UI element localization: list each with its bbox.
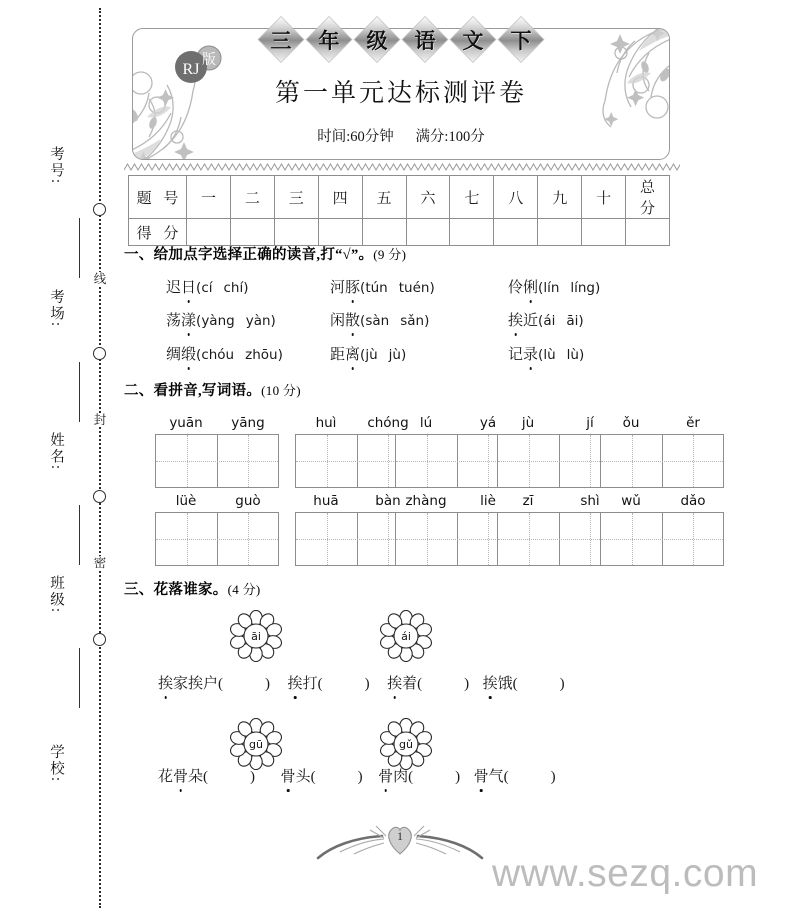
title-diamond xyxy=(258,16,305,63)
pinyin-option-b[interactable]: líng xyxy=(570,280,596,296)
dotted-char: 挨 xyxy=(158,672,173,693)
pinyin-prompt xyxy=(155,415,279,431)
col-header-8: 八 xyxy=(494,176,538,219)
score-cell-total[interactable] xyxy=(626,219,670,246)
tianzige-box[interactable] xyxy=(600,512,724,566)
word-9 xyxy=(508,347,538,363)
pinyin-2: liè xyxy=(480,493,496,509)
page-number-ornament xyxy=(310,820,490,864)
pinyin-2: dǎo xyxy=(680,493,706,509)
col-header-1: 一 xyxy=(187,176,231,219)
section-3-title: 花落谁家。 xyxy=(153,582,228,598)
dotted-char: 俐 xyxy=(523,276,538,297)
grade-subject-title xyxy=(258,16,545,63)
word-char: 迟 xyxy=(166,280,182,296)
col-header-5: 五 xyxy=(362,176,406,219)
title-diamond xyxy=(498,16,545,63)
reading-choice-item[interactable]: 河豚(tún tuén) xyxy=(330,276,435,297)
exam-seal-sidebar xyxy=(0,0,118,919)
pinyin-2: shì xyxy=(580,493,600,509)
pinyin-option-a[interactable]: cí xyxy=(201,280,213,296)
title-char: 语 xyxy=(414,28,436,53)
reading-choice-item[interactable]: 绸缎(chóu zhōu) xyxy=(166,343,283,364)
section-2-heading xyxy=(124,379,301,400)
section-1-heading xyxy=(124,243,406,264)
edition-logo-rj xyxy=(171,45,233,85)
seal-char-seal: 封 xyxy=(93,413,107,427)
title-char: 级 xyxy=(366,28,388,53)
seal-circle xyxy=(93,633,106,646)
dotted-char: 骨 xyxy=(474,765,489,786)
dotted-char: 挨 xyxy=(288,672,303,693)
pinyin-option-b[interactable]: zhōu xyxy=(245,347,278,363)
section-3-number: 三、 xyxy=(124,582,154,598)
word-char: 近 xyxy=(523,313,539,329)
dotted-char: 豚 xyxy=(345,276,360,297)
word-4 xyxy=(166,313,196,329)
zigzag-divider xyxy=(124,163,680,171)
score-cell-1[interactable] xyxy=(187,219,231,246)
section-1-points: (9 分) xyxy=(373,247,407,262)
word-char: 朵 xyxy=(188,769,204,785)
reading-choice-item[interactable]: 记录(lù lù) xyxy=(508,343,584,364)
seal-char-line: 线 xyxy=(93,272,107,286)
word-6 xyxy=(508,313,538,329)
col-header-9: 九 xyxy=(538,176,582,219)
exam-duration: 时间:60分钟 xyxy=(317,129,394,145)
section-3-heading xyxy=(124,578,261,599)
word-ai-4 xyxy=(483,672,513,693)
pinyin-2: yá xyxy=(479,415,497,431)
pinyin-option-a[interactable]: jù xyxy=(365,347,378,363)
dotted-char: 录 xyxy=(523,343,538,364)
title-char: 三 xyxy=(270,28,292,53)
section-2-title: 看拼音,写词语。 xyxy=(153,383,262,399)
word-char: 荡 xyxy=(166,313,182,329)
flower-answer-row-ai[interactable]: 挨家挨户( ) 挨打( ) 挨着( ) 挨饿( ) xyxy=(158,672,565,693)
pinyin-1: huì xyxy=(315,415,337,431)
pinyin-2: yāng xyxy=(231,415,265,431)
word-5 xyxy=(330,313,360,329)
title-diamond xyxy=(450,16,497,63)
flower-pinyin-text: gǔ xyxy=(399,738,413,751)
dotted-char: 缎 xyxy=(181,343,196,364)
col-header-total: 总 分 xyxy=(626,176,670,219)
pinyin-option-a[interactable]: sàn xyxy=(365,313,390,329)
site-watermark: www.sezq.com xyxy=(492,852,759,895)
write-word-group[interactable] xyxy=(155,415,279,488)
col-header-3: 三 xyxy=(274,176,318,219)
word-char: 饿 xyxy=(497,676,513,692)
flower-pinyin-gu1 xyxy=(230,718,282,770)
score-cell-2[interactable] xyxy=(230,219,274,246)
seal-dotted-line xyxy=(99,8,101,908)
reading-choice-item[interactable]: 挨近(ái āi) xyxy=(508,309,584,330)
word-2 xyxy=(330,280,360,296)
word-ai-2 xyxy=(288,672,318,693)
dotted-char: 骨 xyxy=(378,765,393,786)
flower-pinyin-gu2 xyxy=(380,718,432,770)
tianzige-box[interactable] xyxy=(155,434,279,488)
field-rule xyxy=(79,648,80,708)
title-char: 文 xyxy=(462,28,484,53)
pinyin-1: zhàng xyxy=(405,493,447,509)
write-word-group[interactable] xyxy=(155,493,279,566)
pinyin-option-b[interactable]: sǎn xyxy=(400,313,425,329)
score-cell-10[interactable] xyxy=(582,219,626,246)
field-exam-number: 考号: xyxy=(48,146,64,186)
reading-choice-item[interactable]: 荡漾(yàng yàn) xyxy=(166,309,276,330)
word-char: 头 xyxy=(295,769,311,785)
page-number-text: 1 xyxy=(397,829,403,843)
dotted-char: 离 xyxy=(345,343,360,364)
field-exam-room: 考场: xyxy=(48,289,64,329)
word-ai-1 xyxy=(158,672,218,693)
col-header-10: 十 xyxy=(582,176,626,219)
pinyin-option-a[interactable]: lù xyxy=(543,347,556,363)
edition-main-text: RJ xyxy=(182,61,200,78)
table-row-scores xyxy=(129,219,670,246)
score-cell-7[interactable] xyxy=(450,219,494,246)
dotted-char: 骨 xyxy=(173,765,188,786)
reading-choice-item[interactable]: 伶俐(lín líng) xyxy=(508,276,600,297)
dotted-char: 漾 xyxy=(181,309,196,330)
pinyin-2: guò xyxy=(235,493,261,509)
pinyin-option-b[interactable]: lù xyxy=(566,347,579,363)
seal-char-secret: 密 xyxy=(93,556,107,570)
edition-sub-text: 版 xyxy=(202,53,216,68)
word-8 xyxy=(330,347,360,363)
field-rule xyxy=(79,362,80,422)
pinyin-prompt xyxy=(600,493,724,509)
seal-circle xyxy=(93,490,106,503)
pinyin-1: yuān xyxy=(169,415,203,431)
tianzige-box[interactable] xyxy=(155,512,279,566)
score-cell-5[interactable] xyxy=(362,219,406,246)
reading-choice-item[interactable]: 迟日(cí chí) xyxy=(166,276,249,297)
word-char: 打 xyxy=(302,676,318,692)
score-table xyxy=(128,175,670,246)
word-char: 闲 xyxy=(330,313,346,329)
title-char: 下 xyxy=(510,28,532,53)
col-header-2: 二 xyxy=(230,176,274,219)
pinyin-1: lú xyxy=(419,415,433,431)
field-class: 班级: xyxy=(48,575,64,615)
pinyin-option-b[interactable]: chí xyxy=(223,280,244,296)
flower-pinyin-text: ái xyxy=(401,630,411,643)
exam-meta xyxy=(133,125,669,146)
reading-choice-item[interactable]: 距离(jù jù) xyxy=(330,343,406,364)
field-rule xyxy=(79,218,80,278)
pinyin-option-a[interactable]: yàng xyxy=(201,313,235,329)
pinyin-option-b[interactable]: yàn xyxy=(245,313,271,329)
field-name: 姓名: xyxy=(48,432,64,472)
pinyin-1: jù xyxy=(521,415,535,431)
pinyin-option-a[interactable]: chóu xyxy=(201,347,235,363)
section-2-points: (10 分) xyxy=(261,383,301,398)
field-rule xyxy=(79,505,80,565)
flower-pinyin-ai1 xyxy=(230,610,282,662)
score-cell-9[interactable] xyxy=(538,219,582,246)
reading-choice-item[interactable]: 闲散(sàn sǎn) xyxy=(330,309,429,330)
exam-header xyxy=(132,28,670,160)
word-char: 绸 xyxy=(166,347,182,363)
pinyin-2: chóng xyxy=(367,415,409,431)
col-header-4: 四 xyxy=(318,176,362,219)
flower-pinyin-text: gū xyxy=(249,738,263,751)
word-char: 着 xyxy=(402,676,418,692)
word-gu-3 xyxy=(378,765,408,786)
pinyin-1: lüè xyxy=(175,493,197,509)
section-1-number: 一、 xyxy=(124,247,154,263)
pinyin-2: jí xyxy=(586,415,594,431)
word-char: 肉 xyxy=(393,769,409,785)
row-label-score: 得 分 xyxy=(129,219,187,246)
pinyin-2: ěr xyxy=(686,415,700,431)
word-3 xyxy=(508,280,538,296)
exam-total-score: 满分:100分 xyxy=(415,129,485,145)
score-cell-4[interactable] xyxy=(318,219,362,246)
pinyin-option-b[interactable]: tuén xyxy=(398,280,430,296)
dotted-char: 骨 xyxy=(281,765,296,786)
pinyin-1: zī xyxy=(522,493,534,509)
section-2-number: 二、 xyxy=(124,383,154,399)
word-gu-2 xyxy=(281,765,311,786)
table-row-question-numbers xyxy=(129,176,670,219)
section-3-points: (4 分) xyxy=(227,582,261,597)
dotted-char: 挨 xyxy=(387,672,402,693)
field-school: 学校: xyxy=(48,744,64,784)
score-cell-3[interactable] xyxy=(274,219,318,246)
flower-pinyin-ai2 xyxy=(380,610,432,662)
title-diamond xyxy=(402,16,449,63)
write-word-group[interactable] xyxy=(600,493,724,566)
col-header-7: 七 xyxy=(450,176,494,219)
dotted-char: 挨 xyxy=(508,309,523,330)
word-7 xyxy=(166,347,196,363)
pinyin-prompt xyxy=(155,493,279,509)
word-1 xyxy=(166,280,196,296)
row-label-question-no: 题 号 xyxy=(129,176,187,219)
title-char: 年 xyxy=(318,28,340,53)
pinyin-option-a[interactable]: lín xyxy=(543,280,560,296)
pinyin-2: bàn xyxy=(375,493,401,509)
word-ai-3 xyxy=(387,672,417,693)
page-title: 第一单元达标测评卷 xyxy=(274,80,527,107)
word-char: 距 xyxy=(330,347,346,363)
seal-circle xyxy=(93,203,106,216)
score-cell-6[interactable] xyxy=(406,219,450,246)
word-gu-1 xyxy=(158,765,203,786)
dotted-char: 挨 xyxy=(483,672,498,693)
pinyin-1: huā xyxy=(313,493,339,509)
dotted-char: 散 xyxy=(345,309,360,330)
flower-answer-row-gu[interactable]: 花骨朵( ) 骨头( ) 骨肉( ) 骨气( ) xyxy=(158,765,556,786)
word-char: 家 xyxy=(173,676,189,692)
word-char: 记 xyxy=(508,347,524,363)
dotted-char: 日 xyxy=(181,276,196,297)
seal-circle xyxy=(93,347,106,360)
pinyin-option-b[interactable]: āi xyxy=(566,313,579,329)
pinyin-1: ǒu xyxy=(622,415,640,431)
word-char: 河 xyxy=(330,280,346,296)
tianzige-box[interactable] xyxy=(600,434,724,488)
pinyin-prompt xyxy=(600,415,724,431)
title-diamond xyxy=(306,16,353,63)
section-1-title: 给加点字选择正确的读音,打“√”。 xyxy=(153,247,374,263)
flower-pinyin-text: āi xyxy=(251,630,261,643)
score-cell-8[interactable] xyxy=(494,219,538,246)
title-diamond xyxy=(354,16,401,63)
word-char: 气 xyxy=(488,769,504,785)
word-gu-4 xyxy=(474,765,504,786)
word-char: 挨户 xyxy=(188,676,219,692)
word-char: 花 xyxy=(158,769,174,785)
pinyin-option-a[interactable]: ái xyxy=(543,313,556,329)
word-char: 伶 xyxy=(508,280,524,296)
pinyin-option-a[interactable]: tún xyxy=(365,280,388,296)
write-word-group[interactable] xyxy=(600,415,724,488)
pinyin-1: wǔ xyxy=(621,493,641,509)
col-header-6: 六 xyxy=(406,176,450,219)
pinyin-option-b[interactable]: jù xyxy=(388,347,401,363)
